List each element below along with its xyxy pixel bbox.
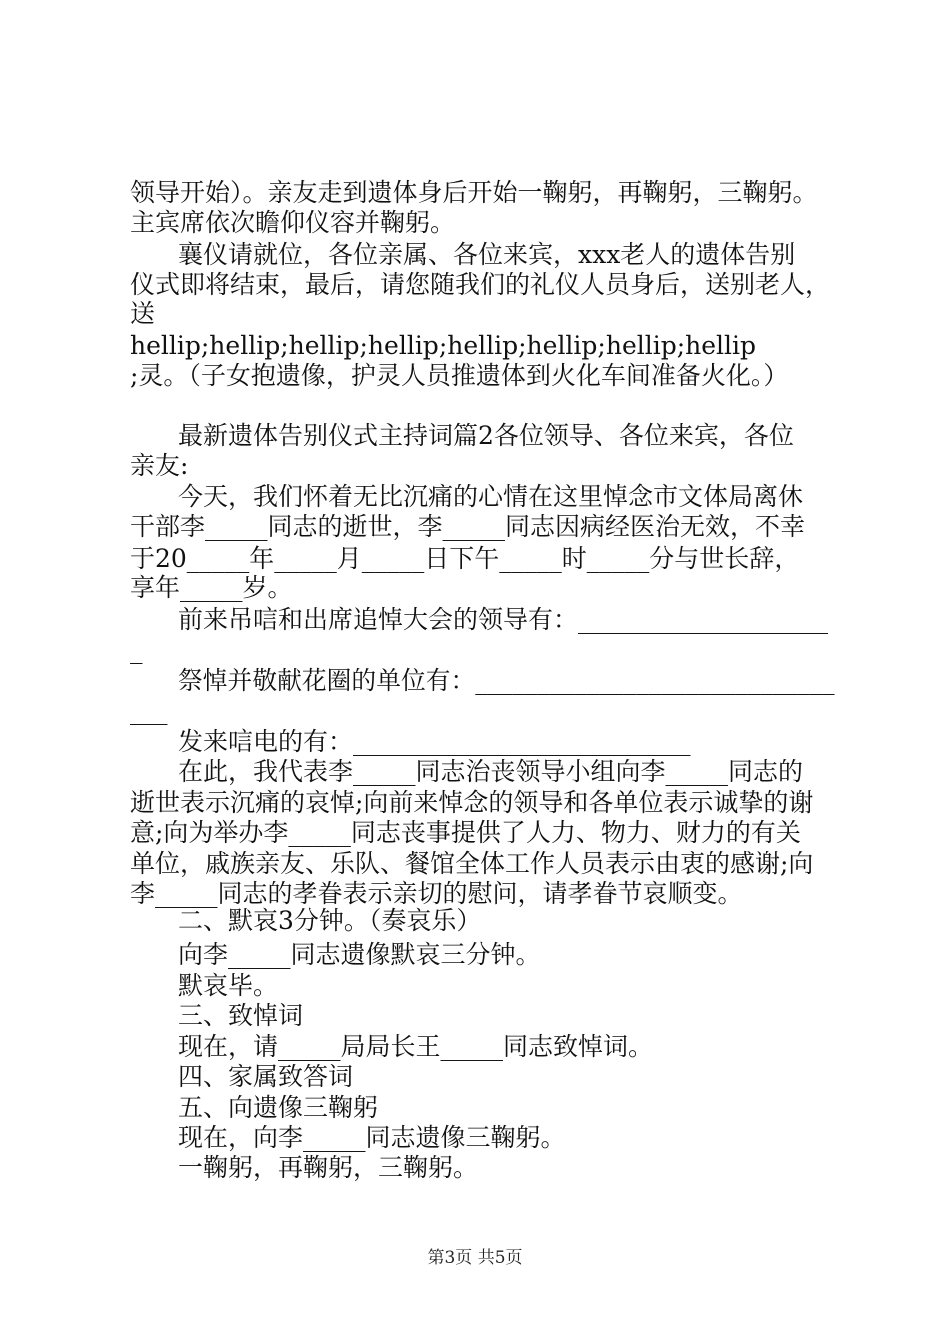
text-line: 李_____同志的孝眷表示亲切的慰问，请孝眷节哀顺变。 (130, 879, 743, 908)
text-line: 干部李_____同志的逝世，李_____同志因病经医治无效，不幸 (130, 512, 806, 541)
text-line: 亲友: (130, 451, 189, 480)
text-line: 现在，向李_____同志遗像三鞠躬。 (178, 1123, 566, 1152)
text-line: 单位，戚族亲友、乐队、餐馆全体工作人员表示由衷的感谢;向 (130, 849, 814, 878)
text-line: ;灵。（子女抱遗像，护灵人员推遗体到火化车间准备火化。） (130, 361, 789, 390)
text-line: 主宾席依次瞻仰仪容并鞠躬。 (130, 208, 456, 237)
text-line: 仪式即将结束，最后，请您随我们的礼仪人员身后，送别老人， (130, 270, 831, 299)
text-line: 于20_____年_____月_____日下午_____时_____分与世长辞， (130, 544, 800, 573)
text-line: 向李_____同志遗像默哀三分钟。 (178, 940, 541, 969)
text-line: 送 (130, 299, 156, 328)
text-line: _ (130, 635, 143, 664)
text-line: ___ (130, 696, 168, 725)
text-line: 逝世表示沉痛的哀悼;向前来悼念的领导和各单位表示诚挚的谢 (130, 788, 814, 817)
text-line: 襄仪请就位，各位亲属、各位来宾，xxx老人的遗体告别 (178, 240, 796, 269)
text-line: 三、致悼词 (178, 1001, 304, 1030)
text-line: 享年_____岁。 (130, 573, 293, 602)
text-line: 今天，我们怀着无比沉痛的心情在这里悼念市文体局离休 (178, 482, 804, 511)
text-line: 在此，我代表李_____同志治丧领导小组向李_____同志的 (178, 757, 804, 786)
text-line: 发来唁电的有：___________________________ (178, 727, 691, 756)
text-line: 五、向遗像三鞠躬 (178, 1093, 379, 1122)
text-line: 最新遗体告别仪式主持词篇2各位领导、各位来宾，各位 (178, 421, 794, 450)
text-line: 意;向为举办李_____同志丧事提供了人力、物力、财力的有关 (130, 818, 801, 847)
text-line: 领导开始）。亲友走到遗体身后开始一鞠躬，再鞠躬，三鞠躬。 (130, 178, 818, 207)
text-line: 一鞠躬，再鞠躬，三鞠躬。 (178, 1153, 479, 1182)
page-footer: 第3页 共5页 (427, 1248, 523, 1268)
text-line: 祭悼并敬献花圈的单位有：_____________________________ (178, 666, 835, 695)
text-line: 默哀毕。 (178, 971, 279, 1000)
text-line: 二、默哀3分钟。（奏哀乐） (178, 906, 482, 935)
text-line: 四、家属致答词 (178, 1062, 354, 1091)
text-line: 现在，请_____局局长王_____同志致悼词。 (178, 1032, 654, 1061)
text-line: hellip;hellip;hellip;hellip;hellip;hellip;hellip;hellip (130, 331, 757, 360)
text-line: 前来吊唁和出席追悼大会的领导有：____________________ (178, 605, 829, 634)
